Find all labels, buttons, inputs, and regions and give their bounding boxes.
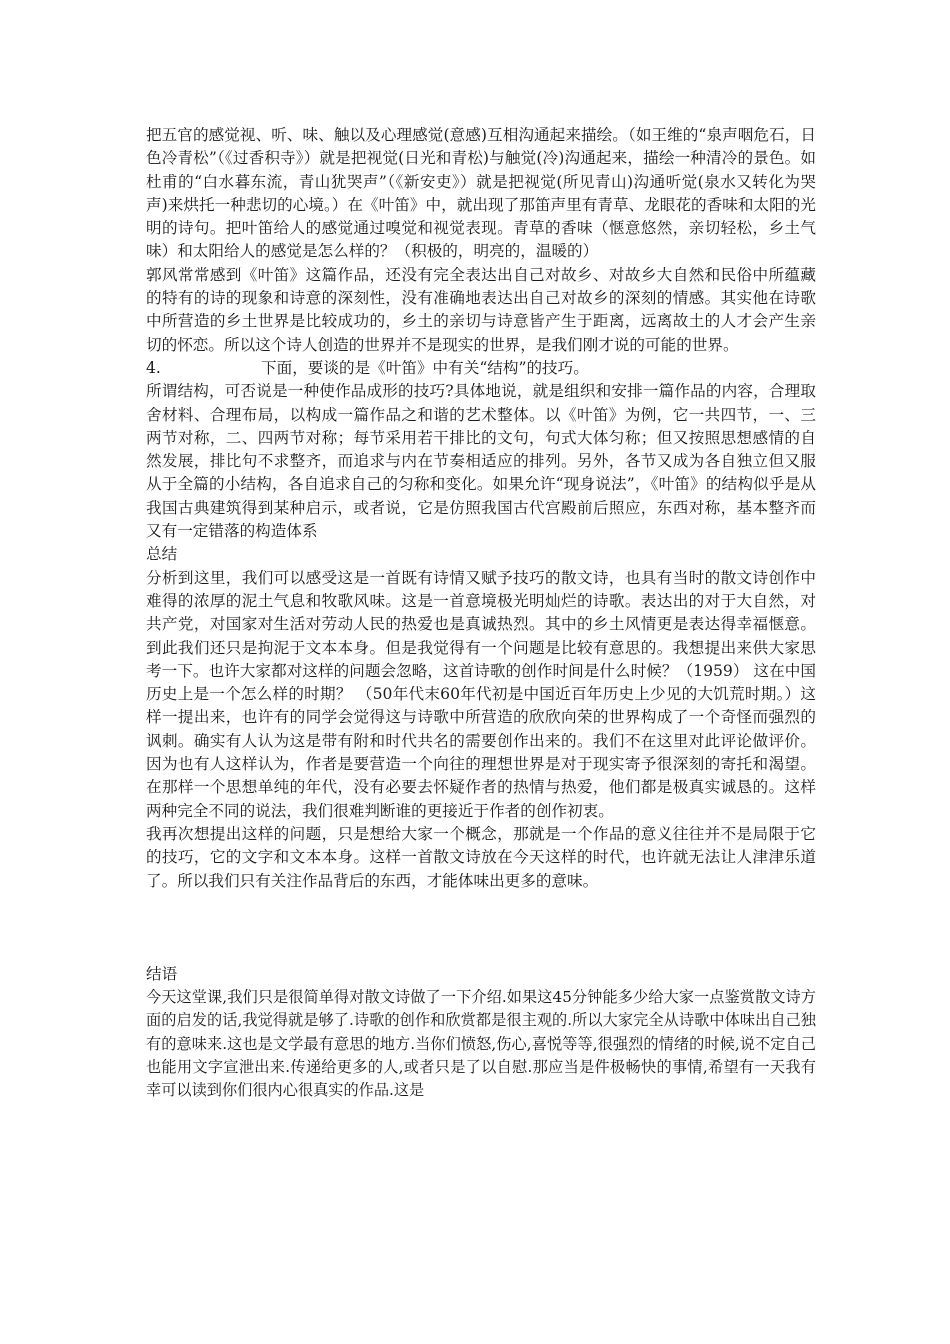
list-item-4 — [146, 357, 816, 380]
paragraph-synesthesia: 把五官的感觉视、听、味、触以及心理感觉(意感)互相沟通起来描绘。（如王维的“泉声咽危石，日色冷青松”（《过香积寺》）就是把视觉(日光和青松)与触觉(冷)沟通起来，描绘一种清冷的景色。如杜甫的“白水暮东流，青山犹哭声”（《新安吏》）就是把视觉(所见青山)沟通听觉(泉水又转化为哭声)来烘托一种悲切的心境。）在《叶笛》中，就出现了那笛声里有青草、龙眼花的香味和太阳的光明的诗句。把叶笛给人的感觉通过嗅觉和视觉表现。青草的香味（惬意悠然，亲切轻松，乡土气味）和太阳给人的感觉是怎么样的？（积极的，明亮的，温暖的） — [146, 126, 816, 261]
heading-conclusion: 结语 — [146, 964, 178, 983]
spacer — [146, 893, 816, 963]
paragraph-guofeng: 郭风常常感到《叶笛》这篇作品，还没有完全表达出自己对故乡、对故乡大自然和民俗中所蕴藏的特有的诗的现象和诗意的深刻性，没有准确地表达出自己对故乡的深刻的情感。其实他在诗歌中所营造的乡土世界是比较成功的，乡土的亲切与诗意皆产生于距离，远离故土的人才会产生亲切的怀恋。所以这个诗人创造的世界并不是现实的世界，是我们刚才说的可能的世界。 — [146, 265, 816, 354]
paragraph-analysis: 分析到这里，我们可以感受这是一首既有诗情又赋予技巧的散文诗，也具有当时的散文诗创作中难得的浓厚的泥土气息和牧歌风味。这是一首意境极光明灿烂的诗歌。表达出的对于大自然，对共产党，对国家对生活对劳动人民的热爱也是真诚热烈。其中的乡土风情更是表达得幸福惬意。到此我们还只是拘泥于文本本身。但是我觉得有一个问题是比较有意思的。我想提出来供大家思考一下。也许大家都对这样的问题会忽略，这首诗歌的创作时间是什么时候？（1959） 这在中国历史上是一个怎么样的时期？ （50年代末60年代初是中国近百年历史上少见的大饥荒时期。）这样一提出来，也许有的同学会觉得这与诗歌中所营造的欣欣向荣的世界构成了一个奇怪而强烈的讽刺。确实有人认为这是带有附和时代共名的需要创作出来的。我们不在这里对此评论做评价。因为也有人这样认为，作者是要营造一个向往的理想世界是对于现实寄予很深刻的寄托和渴望。在那样一个思想单纯的年代，没有必要去怀疑作者的热情与热爱，他们都是极真实诚恳的。这样两种完全不同的说法，我们很难判断谁的更接近于作者的创作初衷。 — [146, 568, 816, 820]
paragraph-reflection: 我再次想提出这样的问题，只是想给大家一个概念，那就是一个作品的意义往往并不是局限于它的技巧，它的文字和文本本身。这样一首散文诗放在今天这样的时代，也许就无法让人津津乐道了。所以我们只有关注作品背后的东西，才能体味出更多的意味。 — [146, 824, 816, 890]
list-item-text: 下面，要谈的是《叶笛》中有关“结构”的技巧。 — [261, 358, 589, 377]
heading-summary: 总结 — [146, 545, 178, 564]
paragraph-conclusion: 今天这堂课,我们只是很简单得对散文诗做了一下介绍.如果这45分钟能多少给大家一点鉴赏散文诗方面的启发的话,我觉得就是够了.诗歌的创作和欣赏都是很主观的.所以大家完全从诗歌中体味出自己独有的意味来.这也是文学最有意思的地方.当你们愤怒,伤心,喜悦等等,很强烈的情绪的时候,说不定自己也能用文字宣泄出来.传递给更多的人,或者只是了以自慰.那应当是件极畅快的事情,希望有一天我有幸可以读到你们很内心很真实的作品.这是 — [146, 988, 816, 1100]
list-item-number: 4. — [146, 358, 161, 377]
paragraph-structure: 所谓结构，可否说是一种使作品成形的技巧?具体地说，就是组织和安排一篇作品的内容，合理取舍材料、合理布局，以构成一篇作品之和谐的艺术整体。以《叶笛》为例，它一共四节，一、三两节对称，二、四两节对称；每节采用若干排比的文句，句式大体匀称；但又按照思想感情的自然发展，排比句不求整齐，而追求与内在节奏相适应的排列。另外，各节又成为各自独立但又服从于全篇的小结构，各自追求自己的匀称和变化。如果允许“现身说法”，《叶笛》的结构似乎是从我国古典建筑得到某种启示，或者说，它是仿照我国古代宫殿前后照应，东西对称，基本整齐而又有一定错落的构造体系 — [146, 382, 816, 541]
document-body — [146, 124, 816, 1103]
